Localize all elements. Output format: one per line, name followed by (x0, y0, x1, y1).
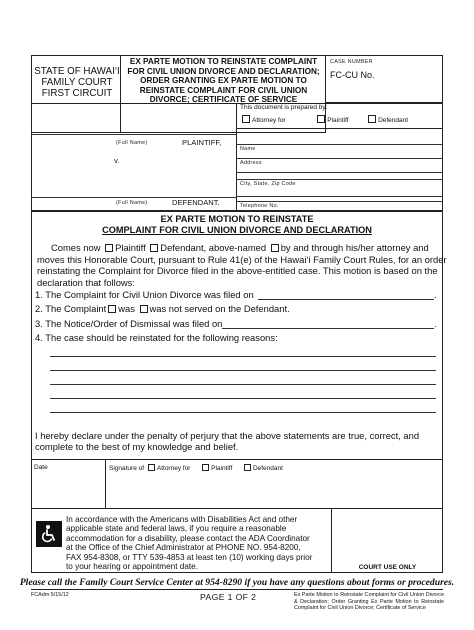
signature-plaintiff-checkbox[interactable] (202, 464, 209, 471)
name-line[interactable] (236, 144, 443, 145)
reason-line-5[interactable] (50, 412, 436, 413)
signature-attorney-checkbox[interactable] (148, 464, 155, 471)
reason-line-3[interactable] (50, 384, 436, 385)
motion-intro-line2: moves this Honorable Court, pursuant to Rule 41(e) of the Hawai‘i Family Court Rules, for an order (37, 254, 447, 265)
declaration-line-2: complete to the best of my knowledge and belief. (35, 441, 239, 452)
signature-label: Signature of (109, 465, 145, 472)
motion-intro: Comes now Plaintiff Defendant, above-named by and through his/her attorney and (51, 242, 429, 253)
dismissal-filed-date-field[interactable] (222, 328, 434, 329)
prepared-by-options: Attorney for Plaintiff Defendant (240, 115, 440, 125)
complaint-filed-date-field[interactable] (258, 299, 434, 300)
case-number-label: CASE NUMBER (330, 59, 373, 65)
form-title: EX PARTE MOTION TO REINSTATE COMPLAINT FOR CIVIL UNION DIVORCE AND DECLARATION; ORDER GRANTING EX PARTE MOTION TO REINSTATE COMPLAINT FOR CIVIL UNION DIVORCE; CERTIFICATE OF SERVICE (127, 57, 320, 104)
court-use-only-label: COURT USE ONLY (358, 564, 417, 571)
motion-title: EX PARTE MOTION TO REINSTATE COMPLAINT FOR CIVIL UNION DIVORCE AND DECLARATION (102, 214, 372, 235)
case-number-box (326, 55, 443, 103)
plaintiff-checkbox[interactable] (317, 115, 325, 123)
was-served-checkbox[interactable] (108, 305, 116, 313)
prepared-divider (236, 128, 443, 129)
date-field[interactable] (34, 474, 102, 504)
item-4-text: 4. The case should be reinstated for the following reasons: (35, 332, 278, 343)
signature-divider (105, 460, 106, 509)
ada-notice: In accordance with the Americans with Disabilities Act and other applicable state and federal laws, if you require a reasonable accommodation for a disability, please contact the ADA Coordinator at the Office of the Chief Administrator at PHONE NO. 954-8200, FAX 954-8308, or TTY 539-4853 at least ten (10) working days prior to your hearing or appointment date. (66, 515, 313, 572)
signature-field[interactable] (109, 474, 439, 504)
court-name: STATE OF HAWAI‘I FAMILY COURT FIRST CIRCUIT (34, 66, 120, 99)
parties-box (31, 103, 236, 211)
motion-intro-line3: reinstating the Complaint for Divorce filed in the above-entitled case. This motion is based on the (37, 265, 438, 276)
date-label: Date (34, 464, 48, 471)
defendant-label: DEFENDANT. (172, 198, 220, 207)
reason-line-4[interactable] (50, 398, 436, 399)
was-not-served-checkbox[interactable] (140, 305, 148, 313)
telephone-line[interactable] (236, 201, 443, 202)
telephone-label: Telephone No. (240, 203, 279, 209)
wheelchair-icon (36, 521, 62, 547)
item-2-text: 2. The Complaint was was not served on the Defendant. (35, 303, 290, 314)
city-line[interactable] (236, 179, 443, 180)
address-line-2[interactable] (236, 172, 443, 173)
form-id: FCAdm 5/15/12 (31, 592, 69, 598)
page-indicator: PAGE 1 OF 2 (200, 592, 257, 602)
versus-label: v. (114, 156, 120, 165)
case-number-field[interactable] (372, 68, 438, 80)
city-label: City, State, Zip Code (240, 181, 296, 187)
city-line-2[interactable] (236, 196, 443, 197)
prepared-by-label: This document is prepared by: (240, 104, 328, 111)
signature-defendant-checkbox[interactable] (244, 464, 251, 471)
full-name-label-1: (Full Name) (116, 140, 148, 146)
service-center-note: Please call the Family Court Service Center at 954-8290 if you have any questions about forms or procedures. (19, 577, 455, 588)
plaintiff-label: PLAINTIFF, (182, 138, 222, 147)
item-1-period: . (434, 289, 437, 300)
attorney-for-checkbox[interactable] (242, 115, 250, 123)
full-name-label-2: (Full Name) (116, 200, 148, 206)
signature-options: Signature of Attorney for Plaintiff Defendant (109, 465, 283, 472)
address-line[interactable] (236, 158, 443, 159)
item-1-text: 1. The Complaint for Civil Union Divorce was filed on (35, 289, 254, 300)
declaration-line-1: I hereby declare under the penalty of perjury that the above statements are true, correct, and (35, 430, 420, 441)
reason-line-1[interactable] (50, 356, 436, 357)
reason-line-2[interactable] (50, 370, 436, 371)
form-description: Ex Parte Motion to Reinstate Complaint for Civil Union Divorce & Declaration; Order Granting Ex Parte Motion to Reinstate Complaint for Civil Union Divorce; Certificate of Service (294, 592, 444, 611)
motion-intro-line4: declaration that follows: (37, 277, 135, 288)
defendant-checkbox[interactable] (368, 115, 376, 123)
address-label: Address (240, 160, 262, 166)
by-attorney-checkbox[interactable] (271, 244, 279, 252)
case-prefix: FC-CU No. (330, 70, 375, 80)
comes-now-plaintiff-checkbox[interactable] (105, 244, 113, 252)
comes-now-defendant-checkbox[interactable] (150, 244, 158, 252)
item-3-text: 3. The Notice/Order of Dismissal was filed on (35, 318, 223, 329)
footer-divider (31, 589, 443, 590)
name-label: Name (240, 146, 256, 152)
plaintiff-name-line[interactable] (31, 134, 236, 135)
item-3-period: . (434, 318, 437, 329)
